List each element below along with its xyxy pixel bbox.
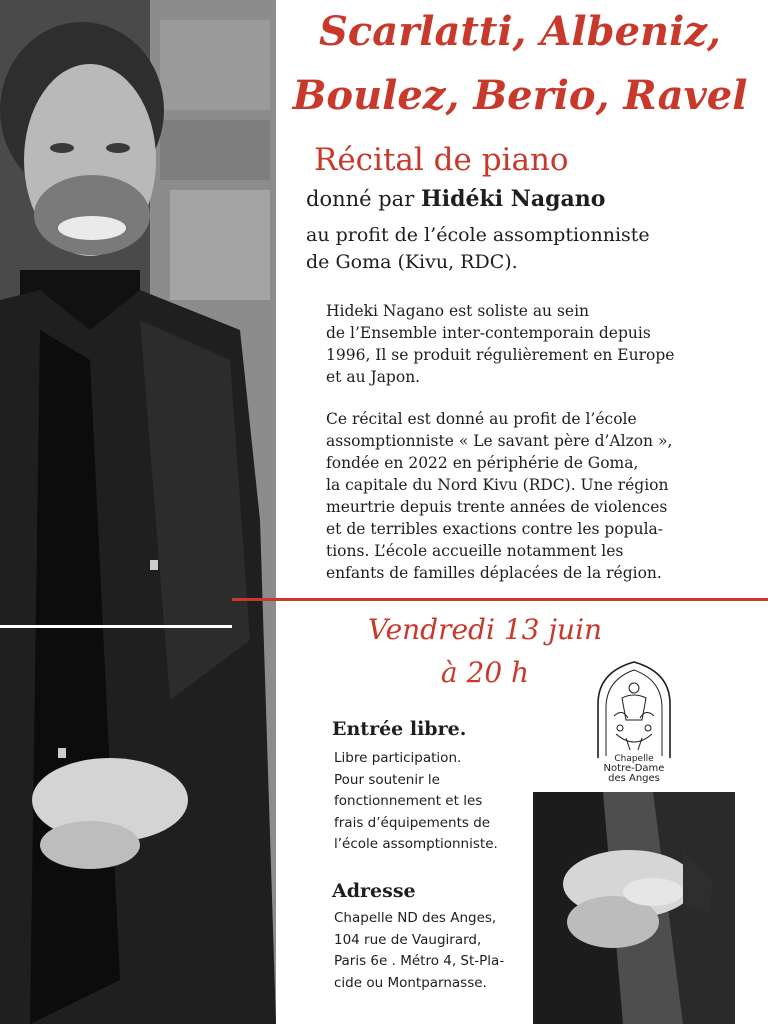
school-paragraph — [326, 408, 672, 584]
bio-line: 1996, Il se produit régulièrement en Europe — [326, 346, 675, 364]
entry-line: l’école assomptionniste. — [334, 836, 498, 852]
composers-heading-line2: Boulez, Berio, Ravel — [292, 72, 748, 119]
chapel-logo-text — [586, 754, 682, 784]
benefit-line: de Goma (Kivu, RDC). — [306, 251, 518, 273]
entry-line: frais d’équipements de — [334, 814, 491, 831]
address-line: Paris 6e . Métro 4, St-Pla- — [334, 953, 505, 969]
address-line: Chapelle ND des Anges, — [334, 910, 497, 926]
entry-line: fonctionnement et les — [334, 793, 483, 809]
bio-line: Hideki Nagano est soliste au sein — [326, 302, 590, 320]
school-line: enfants de familles déplacées de la région. — [326, 564, 662, 582]
logo-line: des Anges — [608, 773, 660, 784]
performer-prefix: donné par — [306, 187, 415, 211]
address-line: cide ou Montparnasse. — [334, 974, 487, 991]
performer-name: Hidéki Nagano — [420, 186, 606, 212]
hands-closeup-photo — [533, 792, 735, 1024]
school-line: assomptionniste « Le savant père d’Alzon », — [326, 432, 673, 450]
white-divider — [0, 625, 232, 628]
address-line: 104 rue de Vaugirard, — [334, 931, 482, 948]
red-divider — [232, 598, 768, 601]
entry-line: Pour soutenir le — [334, 771, 440, 788]
entry-title: Entrée libre. — [332, 718, 467, 740]
address-title: Adresse — [332, 880, 416, 902]
benefit-text — [306, 222, 650, 276]
school-line: meurtrie depuis trente années de violences — [326, 498, 668, 516]
school-line: Ce récital est donné au profit de l’école — [326, 410, 637, 428]
entry-body — [334, 748, 498, 856]
school-line: et de terribles exactions contre les popula- — [326, 520, 664, 538]
recital-title: Récital de piano — [314, 142, 569, 178]
benefit-line: au profit de l’école assomptionniste — [306, 224, 650, 246]
composers-heading-line1: Scarlatti, Albeniz, — [319, 8, 721, 55]
school-line: fondée en 2022 en périphérie de Goma, — [326, 454, 639, 472]
entry-line: Libre participation. — [334, 750, 462, 766]
event-date: Vendredi 13 juin — [367, 613, 603, 646]
pianist-portrait-photo — [0, 0, 276, 1024]
address-body — [334, 908, 504, 994]
school-line: tions. L’école accueille notamment les — [326, 542, 624, 560]
chapel-logo-icon — [592, 658, 676, 768]
logo-line: Chapelle — [614, 754, 654, 764]
performer-line — [306, 186, 605, 212]
school-line: la capitale du Nord Kivu (RDC). Une région — [326, 476, 669, 494]
bio-line: de l’Ensemble inter-contemporain depuis — [326, 324, 651, 342]
bio-paragraph — [326, 300, 674, 388]
logo-line: Notre-Dame — [603, 763, 665, 774]
event-time: à 20 h — [440, 656, 530, 689]
bio-line: et au Japon. — [326, 368, 421, 386]
